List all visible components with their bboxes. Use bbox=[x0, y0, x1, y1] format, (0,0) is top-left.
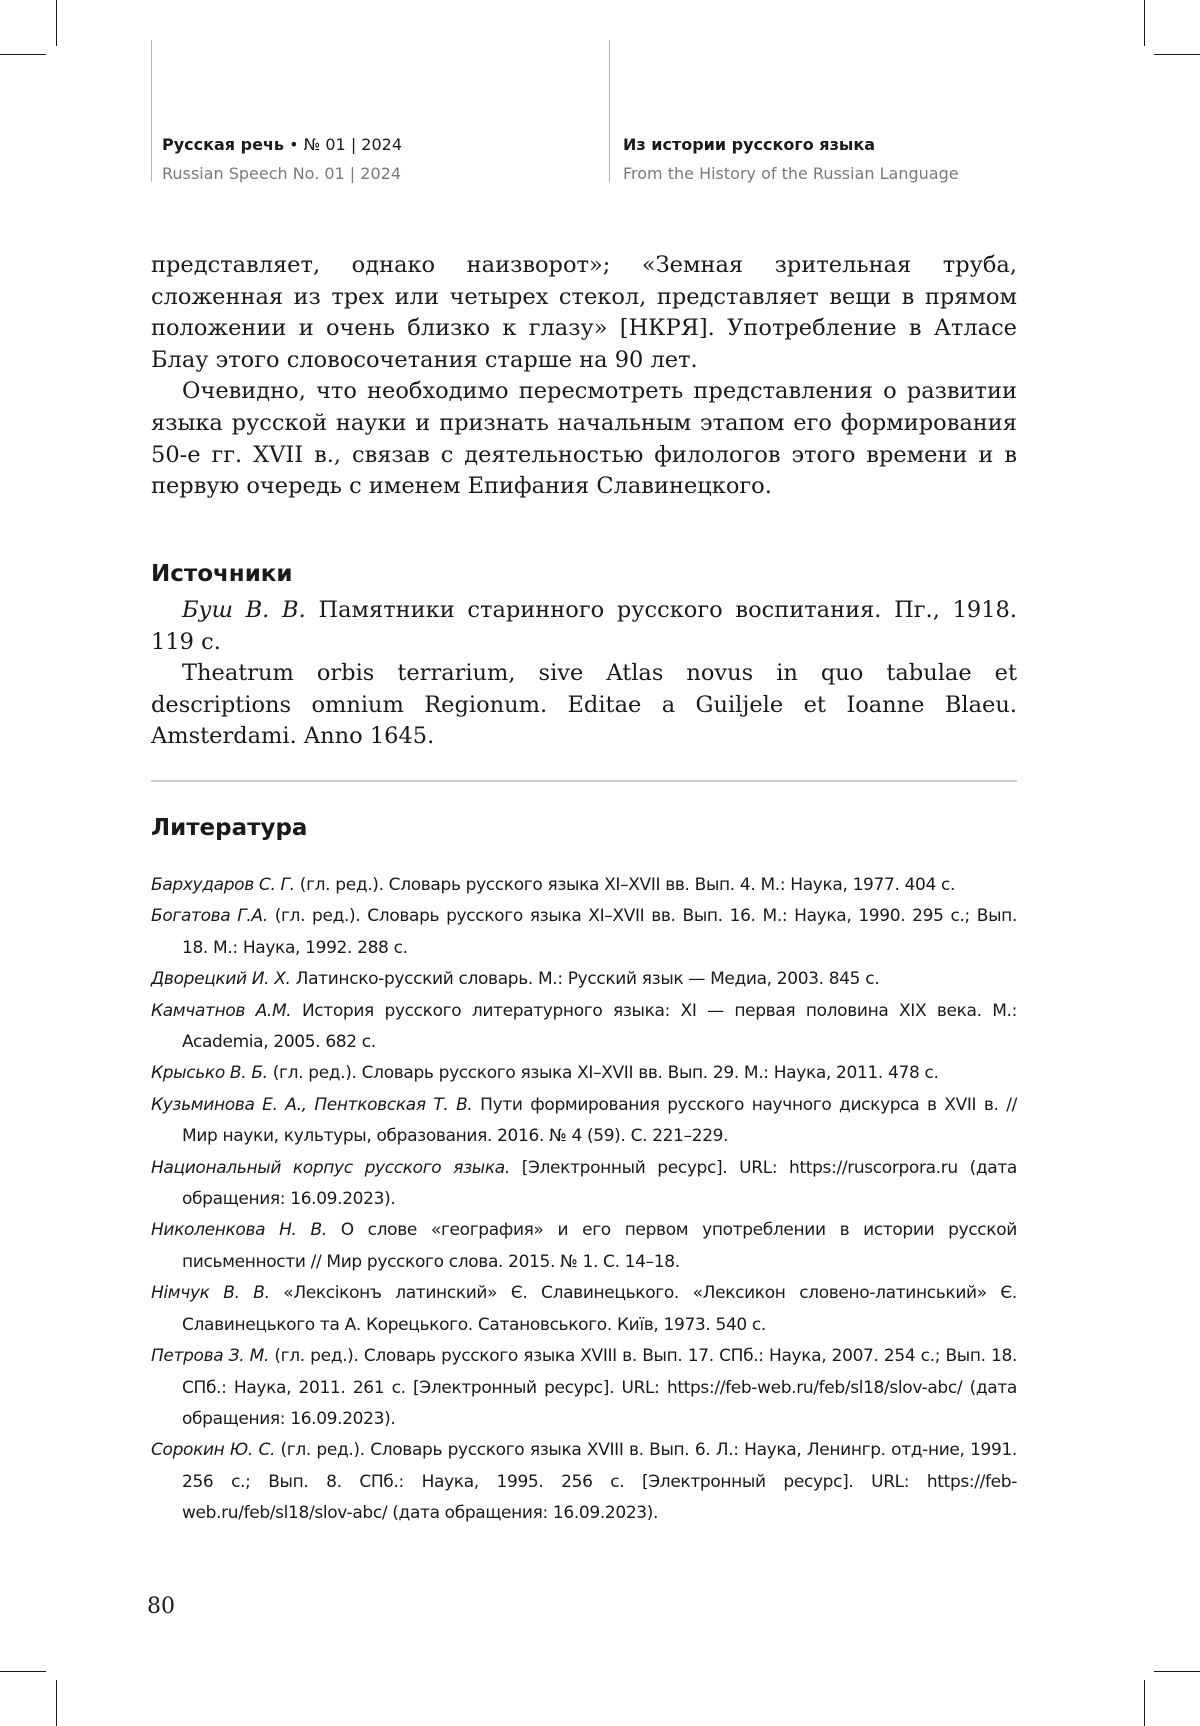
header-rule-right bbox=[609, 40, 610, 182]
source-item: Буш В. В. Памятники старинного русского воспитания. Пг., 1918. 119 с. bbox=[151, 597, 1017, 655]
reference-item: Николенкова Н. В. О слове «география» и его первом употреблении в истории русской письменности // Мир русского слова. 2015. № 1. С. 14–18. bbox=[151, 1220, 1017, 1272]
journal-title: Русская речь • № 01 | 2024 bbox=[162, 135, 403, 154]
page-number: 80 bbox=[147, 1594, 175, 1619]
reference-item: Петрова З. М. (гл. ред.). Словарь русского языка XVIII в. Вып. 17. СПб.: Наука, 2007. 254 с.; Вып. 18. СПб.: Наука, 2011. 261 с. [Электронный ресурс]. URL: https://feb-web.ru/feb/sl18/slov-abc/ (дата обращения: 16.09.2023). bbox=[151, 1346, 1017, 1429]
sources-heading: Источники bbox=[151, 561, 293, 587]
reference-item: Бархударов С. Г. (гл. ред.). Словарь русского языка XI–XVII вв. Вып. 4. М.: Наука, 1977. 404 с. bbox=[151, 875, 956, 895]
crop-mark bbox=[1144, 0, 1145, 46]
crop-mark bbox=[56, 1680, 57, 1726]
reference-item: Кузьминова Е. А., Пентковская Т. В. Пути формирования русского научного дискурса в XVII в. // Мир науки, культуры, образования. 2016. № 4 (59). С. 221–229. bbox=[151, 1094, 1017, 1147]
reference-list bbox=[151, 870, 1017, 1530]
sources-list bbox=[151, 595, 1017, 753]
crop-mark bbox=[1154, 1671, 1200, 1672]
section-title-en: From the History of the Russian Language bbox=[623, 164, 959, 183]
journal-title-en: Russian Speech No. 01 | 2024 bbox=[162, 164, 401, 183]
reference-item: Крысько В. Б. (гл. ред.). Словарь русского языка XI–XVII вв. Вып. 29. М.: Наука, 2011. 478 с. bbox=[151, 1063, 939, 1084]
section-divider bbox=[151, 780, 1017, 782]
crop-mark bbox=[0, 1671, 46, 1672]
header-rule-left bbox=[151, 40, 152, 182]
body-paragraph: Очевидно, что необходимо пересмотреть представления о развитии языка русской науки и признать начальным этапом его формирования 50-е гг. XVII в., связав с деятельностью филологов этого времени и в первую очередь с именем Епифания Славинецкого. bbox=[151, 378, 1017, 500]
section-title: Из истории русского языка bbox=[623, 135, 875, 154]
reference-item: Німчук В. В. «Лексіконъ латинский» Є. Славинецького. «Лексикон словено-латинський» Є. Славинецького та А. Корецького. Сатановського. Київ, 1973. 540 с. bbox=[151, 1283, 1017, 1335]
crop-mark bbox=[1154, 54, 1200, 55]
reference-item: Камчатнов А.М. История русского литературного языка: XI — первая половина XIX века. М.: Academia, 2005. 682 с. bbox=[151, 1000, 1017, 1053]
crop-mark bbox=[56, 0, 57, 46]
running-header-section bbox=[623, 134, 959, 185]
literature-heading: Литература bbox=[151, 815, 308, 841]
body-paragraph: представляет, однако наизворот»; «Земная зрительная труба, сложенная из трех или четырех стекол, представляет вещи в прямом положении и очень близко к глазу» [НКРЯ]. Употребление в Атласе Блау этого словосочетания старше на 90 лет. bbox=[151, 252, 1017, 373]
reference-item: Национальный корпус русского языка. [Электронный ресурс]. URL: https://ruscorpora.ru (дата обращения: 16.09.2023). bbox=[151, 1157, 1017, 1210]
reference-item: Сорокин Ю. С. (гл. ред.). Словарь русского языка XVIII в. Вып. 6. Л.: Наука, Ленингр. отд-ние, 1991. 256 с.; Вып. 8. СПб.: Наука, 1995. 256 с. [Электронный ресурс]. URL: https://feb-web.ru/feb/sl18/slov-abc/ (дата обращения: 16.09.2023). bbox=[151, 1440, 1017, 1524]
reference-item: Богатова Г.А. (гл. ред.). Словарь русского языка XI–XVII вв. Вып. 16. М.: Наука, 1990. 295 с.; Вып. 18. М.: Наука, 1992. 288 с. bbox=[151, 906, 1017, 958]
article-body bbox=[151, 250, 1017, 503]
source-item: Theatrum orbis terrarium, sive Atlas novus in quo tabulae et descriptions omnium Regionum. Editae a Guiljele et Ioanne Blaeu. Amsterdami. Anno 1645. bbox=[151, 660, 1017, 750]
running-header-journal bbox=[162, 134, 402, 185]
crop-mark bbox=[1144, 1680, 1145, 1726]
reference-item: Дворецкий И. Х. Латинско-русский словарь. М.: Русский язык — Медиа, 2003. 845 с. bbox=[151, 969, 880, 990]
crop-mark bbox=[0, 54, 46, 55]
